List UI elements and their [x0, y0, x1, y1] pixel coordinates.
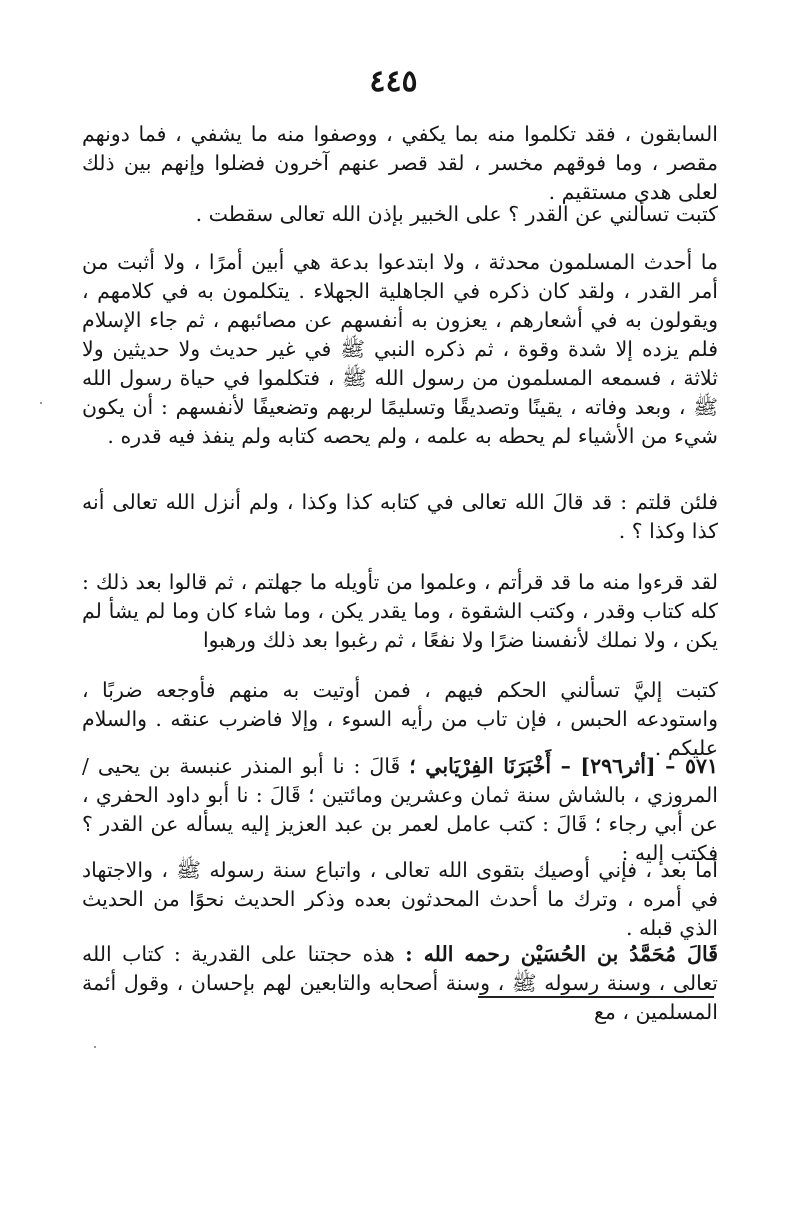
- narration-chain: قَالَ : نا أبو المنذر عنبسة بن يحيى / المروزي ، بالشاش سنة ثمان وعشرين ومائتين ؛ قَالَ : نا أبو داود الحفري ، عن أبي رجاء ؛ قَالَ : كتب عامل لعمر بن عبد العزيز إليه يسأله عن القدر ؟ فكتب إليه :: [82, 754, 718, 865]
- paragraph-9: [82, 940, 718, 1027]
- paragraph-3: ما أحدث المسلمون محدثة ، ولا ابتدعوا بدعة هي أبين أمرًا ، ولا أثبت من أمر القدر ، ولقد كان ذكره في الجاهلية الجهلاء . يتكلمون به في كلامهم ، ويقولون به في أشعارهم ، يعزون به أنفسهم عن مصائبهم ، ثم جاء الإسلام فلم يزده إلا شدة وقوة ، ثم ذكره النبي ﷺ في غير حديث ولا حديثين ولا ثلاثة ، فسمعه المسلمون من رسول الله ﷺ ، فتكلموا في حياة رسول الله ﷺ ، وبعد وفاته ، يقينًا وتصديقًا وتسليمًا لربهم وتضعيفًا لأنفسهم : أن يكون شيء من الأشياء لم يحطه به علمه ، ولم يحصه كتابه ولم ينفذ فيه قدره .: [82, 250, 718, 448]
- footnote-separator: [478, 996, 714, 998]
- page-number: ٤٤٥: [369, 64, 418, 99]
- scan-speck: [40, 402, 42, 404]
- paragraph-2: كتبت تسألني عن القدر ؟ على الخبير بإذن الله تعالى سقطت .: [195, 202, 718, 226]
- paragraph-8: أما بعد ، فإني أوصيك بتقوى الله تعالى ، واتباع سنة رسوله ﷺ ، والاجتهاد في أمره ، وترك ما أحدث المحدثون بعده وذكر الحديث نحوًا من الحديث الذي قبله .: [82, 858, 718, 940]
- paragraph-5: لقد قرءوا منه ما قد قرأتم ، وعلموا من تأويله ما جهلتم ، ثم قالوا بعد ذلك : كله كتاب وقدر ، وكتب الشقوة ، وما يقدر يكن ، وما شاء كان وما لم يشأ لم يكن ، ولا نملك لأنفسنا ضرًا ولا نفعًا ، ثم رغبوا بعد ذلك ورهبوا: [82, 570, 718, 652]
- paragraph-4: فلئن قلتم : قد قالَ الله تعالى في كتابه كذا وكذا ، ولم أنزل الله تعالى أنه كذا وكذا ؟ .: [82, 490, 718, 543]
- paragraph-1: السابقون ، فقد تكلموا منه بما يكفي ، ووصفوا منه ما يشفي ، فما دونهم مقصر ، وما فوقهم مخسر ، لقد قصر عنهم آخرون فضلوا وإنهم بين ذلك لعلى هدى مستقيم .: [82, 122, 718, 204]
- paragraph-6: كتبت إليَّ تسألني الحكم فيهم ، فمن أوتيت به منهم فأوجعه ضربًا ، واستودعه الحبس ، فإن تاب من رأيه السوء ، وإلا فاضرب عنقه . والسلام عليكم .: [82, 678, 718, 760]
- paragraph-7-narration: [82, 752, 718, 868]
- narration-number: ٥٧١ – [أثر٢٩٦] – أَخْبَرَنَا الفِرْيَابي ؛: [409, 754, 719, 778]
- paragraph-9-text: هذه حجتنا على القدرية : كتاب الله تعالى ، وسنة رسوله ﷺ ، وسنة أصحابه والتابعين لهم بإحسان ، وقول أئمة المسلمين ، مع: [82, 942, 718, 1024]
- author-attribution: قَالَ مُحَمَّدُ بن الحُسَيْن رحمه الله :: [405, 942, 718, 966]
- scan-speck: [94, 1046, 96, 1048]
